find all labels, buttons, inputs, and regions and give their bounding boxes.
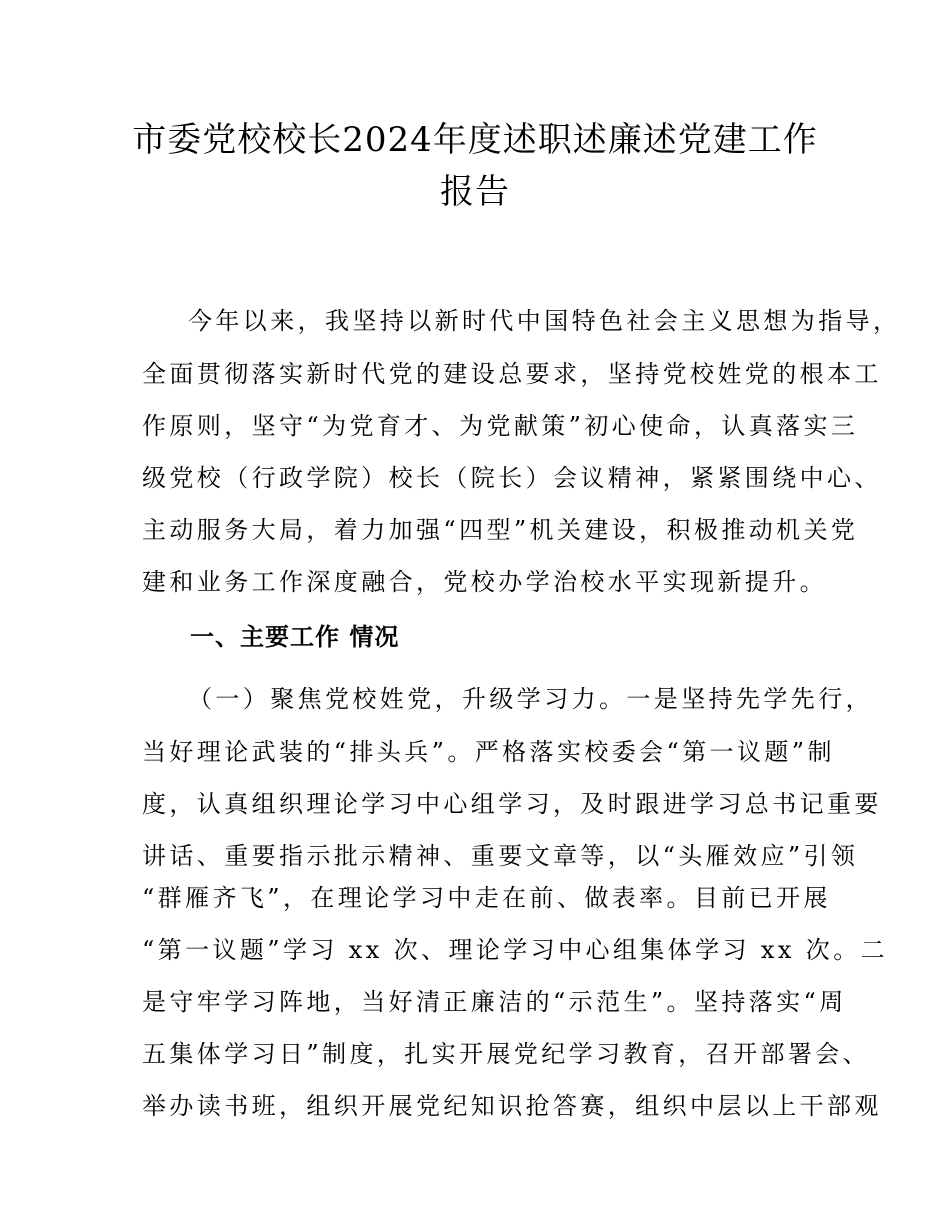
section-paragraph-line: 举办读书班，组织开展党纪知识抢答赛，组织中层以上干部观 — [142, 1092, 882, 1120]
section-paragraph-line: “第一议题”学习 xx 次、理论学习中心组集体学习 xx 次。二 — [142, 936, 888, 964]
section-paragraph-line: “群雁齐飞”，在理论学习中走在前、做表率。目前已开展 — [142, 884, 831, 912]
section-paragraph-line: 五集体学习日”制度，扎实开展党纪学习教育，召开部署会、 — [142, 1040, 871, 1068]
document-title-line-2: 报告 — [440, 172, 510, 212]
section-paragraph-line: 当好理论武装的“排头兵”。严格落实校委会“第一议题”制 — [142, 738, 835, 766]
section-heading: 一、主要工作 情况 — [190, 623, 400, 651]
section-paragraph-line: 是守牢学习阵地，当好清正廉洁的“示范生”。坚持落实“周 — [142, 988, 847, 1016]
section-paragraph-line: （一）聚焦党校姓党，升级学习力。一是坚持先学先行， — [188, 685, 873, 713]
intro-paragraph-line: 作原则，坚守“为党育才、为党献策”初心使命，认真落实三 — [142, 412, 859, 440]
section-paragraph-line: 度，认真组织理论学习中心组学习，及时跟进学习总书记重要 — [142, 790, 882, 818]
intro-paragraph-line: 主动服务大局，着力加强“四型”机关建设，积极推动机关党 — [142, 516, 859, 544]
intro-paragraph-line: 全面贯彻落实新时代党的建设总要求，坚持党校姓党的根本工 — [142, 360, 882, 388]
section-paragraph-line: 讲话、重要指示批示精神、重要文章等，以“头雁效应”引领 — [142, 842, 859, 870]
intro-paragraph-line: 建和业务工作深度融合，党校办学治校水平实现新提升。 — [142, 568, 827, 596]
document-title-line-1: 市委党校校长2024年度述职述廉述党建工作 — [132, 120, 818, 160]
intro-paragraph-line: 级党校（行政学院）校长（院长）会议精神，紧紧围绕中心、 — [142, 464, 882, 492]
intro-paragraph-line: 今年以来，我坚持以新时代中国特色社会主义思想为指导， — [188, 307, 901, 335]
